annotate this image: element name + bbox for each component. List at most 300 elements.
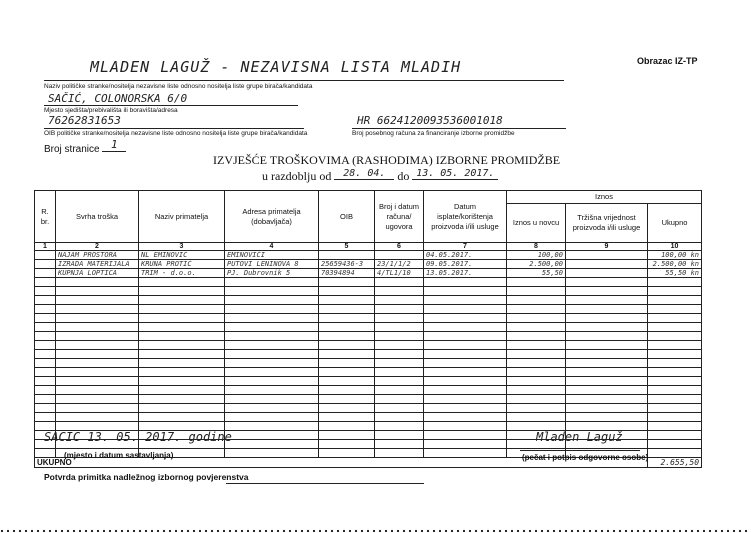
table-cell[interactable]: [507, 314, 566, 323]
scan-dot: [325, 530, 327, 532]
table-cell[interactable]: [648, 449, 702, 458]
signature-value[interactable]: Mladen Laguž: [536, 430, 623, 444]
table-cell[interactable]: [424, 440, 507, 449]
table-cell[interactable]: [56, 368, 139, 377]
table-cell[interactable]: [139, 395, 225, 404]
col-number: 3: [139, 243, 225, 251]
table-cell[interactable]: [648, 377, 702, 386]
table-row: [35, 314, 702, 323]
table-cell[interactable]: [56, 413, 139, 422]
table-cell[interactable]: [35, 287, 56, 296]
table-cell[interactable]: [375, 440, 424, 449]
table-cell[interactable]: [319, 431, 375, 440]
scan-dot: [229, 530, 231, 532]
table-cell[interactable]: [56, 278, 139, 287]
scan-dot: [151, 530, 153, 532]
scan-dot: [427, 530, 429, 532]
account-value[interactable]: HR 6624120093536001018: [357, 114, 503, 127]
table-cell[interactable]: [139, 296, 225, 305]
table-cell[interactable]: [507, 404, 566, 413]
table-cell[interactable]: [225, 287, 319, 296]
report-title: IZVJEŠĆE TROŠKOVIMA (RASHODIMA) IZBORNE PROMIDŽBE: [213, 153, 561, 167]
scan-dot: [679, 530, 681, 532]
table-cell[interactable]: [225, 404, 319, 413]
table-cell[interactable]: [319, 341, 375, 350]
table-cell[interactable]: [35, 341, 56, 350]
table-cell[interactable]: [35, 350, 56, 359]
table-cell[interactable]: [648, 278, 702, 287]
table-cell[interactable]: [35, 377, 56, 386]
table-row: [35, 341, 702, 350]
table-cell[interactable]: [319, 251, 375, 260]
scan-dot: [691, 530, 693, 532]
table-cell[interactable]: [225, 341, 319, 350]
table-cell[interactable]: PUTOVI LENINOVA 8: [225, 260, 319, 269]
table-cell[interactable]: [35, 260, 56, 269]
table-row: [35, 251, 702, 260]
table-cell[interactable]: [648, 296, 702, 305]
table-cell[interactable]: TRIM - d.o.o.: [139, 269, 225, 278]
table-cell[interactable]: [225, 278, 319, 287]
table-cell[interactable]: [375, 395, 424, 404]
table-cell[interactable]: [507, 368, 566, 377]
scan-dot: [7, 530, 9, 532]
table-cell[interactable]: [566, 314, 648, 323]
scan-dot: [631, 530, 633, 532]
table-cell[interactable]: [139, 413, 225, 422]
table-cell[interactable]: [35, 278, 56, 287]
expense-table: [34, 190, 702, 468]
scan-dot: [745, 530, 747, 532]
oib-value[interactable]: 76262831653: [48, 114, 121, 127]
table-row: [35, 395, 702, 404]
table-cell[interactable]: [648, 341, 702, 350]
table-row: [35, 305, 702, 314]
scan-dot: [259, 530, 261, 532]
scan-dot: [589, 530, 591, 532]
table-cell[interactable]: 25659436-3: [319, 260, 375, 269]
scan-dot: [115, 530, 117, 532]
table-cell[interactable]: 2.500,00 kn: [648, 260, 702, 269]
table-cell[interactable]: [648, 359, 702, 368]
table-cell[interactable]: [56, 305, 139, 314]
table-cell[interactable]: [566, 287, 648, 296]
table-cell[interactable]: [35, 314, 56, 323]
table-cell[interactable]: [375, 368, 424, 377]
table-cell[interactable]: [56, 395, 139, 404]
scan-dot: [625, 530, 627, 532]
table-cell[interactable]: [648, 368, 702, 377]
table-cell[interactable]: 70394894: [319, 269, 375, 278]
table-cell[interactable]: [375, 449, 424, 458]
table-cell[interactable]: [35, 305, 56, 314]
table-cell[interactable]: [56, 296, 139, 305]
table-cell[interactable]: [566, 341, 648, 350]
table-cell[interactable]: [319, 440, 375, 449]
table-cell[interactable]: 100,00 kn: [648, 251, 702, 260]
table-cell[interactable]: [648, 413, 702, 422]
table-cell[interactable]: [225, 368, 319, 377]
scan-dot: [493, 530, 495, 532]
table-cell[interactable]: [566, 386, 648, 395]
table-cell[interactable]: [319, 314, 375, 323]
table-cell[interactable]: [225, 296, 319, 305]
table-cell[interactable]: [375, 377, 424, 386]
table-cell[interactable]: [566, 305, 648, 314]
table-cell[interactable]: [35, 413, 56, 422]
table-cell[interactable]: [424, 305, 507, 314]
table-cell[interactable]: [566, 404, 648, 413]
table-cell[interactable]: [225, 314, 319, 323]
table-cell[interactable]: [35, 332, 56, 341]
period-from-label: u razdoblju od: [262, 169, 332, 183]
table-cell[interactable]: 100,00: [507, 251, 566, 260]
table-cell[interactable]: [139, 386, 225, 395]
table-cell[interactable]: [424, 395, 507, 404]
table-cell[interactable]: [56, 287, 139, 296]
table-cell[interactable]: [139, 359, 225, 368]
scan-dot: [715, 530, 717, 532]
table-cell[interactable]: [139, 332, 225, 341]
table-cell[interactable]: [35, 449, 56, 458]
period-to-value[interactable]: 13. 05. 2017.: [412, 168, 498, 180]
table-cell[interactable]: [424, 431, 507, 440]
table-cell[interactable]: 09.05.2017.: [424, 260, 507, 269]
table-cell[interactable]: [507, 341, 566, 350]
table-cell[interactable]: [319, 278, 375, 287]
table-cell[interactable]: 55,50 kn: [648, 269, 702, 278]
table-cell[interactable]: [648, 386, 702, 395]
table-cell[interactable]: [35, 296, 56, 305]
scan-dot: [457, 530, 459, 532]
table-cell[interactable]: [139, 404, 225, 413]
scan-dot: [313, 530, 315, 532]
table-cell[interactable]: [507, 278, 566, 287]
table-cell[interactable]: NAJAM PROSTORA: [56, 251, 139, 260]
table-cell[interactable]: [375, 431, 424, 440]
table-cell[interactable]: [139, 287, 225, 296]
table-cell[interactable]: [424, 404, 507, 413]
table-cell[interactable]: [566, 323, 648, 332]
table-cell[interactable]: [225, 449, 319, 458]
table-cell[interactable]: [319, 287, 375, 296]
table-cell[interactable]: [566, 278, 648, 287]
scan-dot: [553, 530, 555, 532]
table-cell[interactable]: [375, 332, 424, 341]
scan-dot: [661, 530, 663, 532]
scan-dot: [247, 530, 249, 532]
table-cell[interactable]: [225, 386, 319, 395]
table-cell[interactable]: [139, 305, 225, 314]
table-cell[interactable]: [225, 377, 319, 386]
form-code: Obrazac IZ-TP: [637, 56, 698, 66]
table-cell[interactable]: [566, 395, 648, 404]
table-cell[interactable]: [35, 404, 56, 413]
table-cell[interactable]: [424, 296, 507, 305]
party-name-value[interactable]: MLADEN LAGUŽ - NEZAVISNA LISTA MLADIH: [90, 58, 462, 76]
col-header-10: Ukupno: [648, 204, 702, 243]
table-cell[interactable]: [35, 395, 56, 404]
table-cell[interactable]: [507, 359, 566, 368]
table-cell[interactable]: [375, 287, 424, 296]
table-cell[interactable]: [424, 386, 507, 395]
scan-dot: [463, 530, 465, 532]
table-cell[interactable]: [507, 350, 566, 359]
address-label: Mjesto sjedišta/prebivališta ili boravišta/adresa: [44, 107, 178, 114]
table-cell[interactable]: [225, 332, 319, 341]
table-cell[interactable]: [319, 305, 375, 314]
table-cell[interactable]: [56, 314, 139, 323]
table-cell[interactable]: [375, 305, 424, 314]
table-cell[interactable]: [319, 404, 375, 413]
table-cell[interactable]: 4/TL1/10: [375, 269, 424, 278]
table-cell[interactable]: [319, 323, 375, 332]
scan-dot: [199, 530, 201, 532]
table-cell[interactable]: [424, 368, 507, 377]
table-cell[interactable]: [424, 287, 507, 296]
table-cell[interactable]: [225, 323, 319, 332]
table-cell[interactable]: [375, 278, 424, 287]
table-cell[interactable]: [648, 323, 702, 332]
table-cell[interactable]: [648, 314, 702, 323]
scan-dot: [235, 530, 237, 532]
table-cell[interactable]: [319, 395, 375, 404]
table-cell[interactable]: [35, 323, 56, 332]
scan-dot: [241, 530, 243, 532]
scan-dot: [31, 530, 33, 532]
table-row: [35, 260, 702, 269]
scan-dot: [79, 530, 81, 532]
scan-dot: [409, 530, 411, 532]
table-cell[interactable]: [35, 359, 56, 368]
table-cell[interactable]: [139, 323, 225, 332]
table-cell[interactable]: [319, 386, 375, 395]
scan-dot: [271, 530, 273, 532]
table-cell[interactable]: [424, 278, 507, 287]
table-cell[interactable]: [566, 359, 648, 368]
table-cell[interactable]: [56, 377, 139, 386]
table-cell[interactable]: [375, 296, 424, 305]
table-cell[interactable]: [566, 413, 648, 422]
scan-dot: [535, 530, 537, 532]
table-cell[interactable]: [566, 368, 648, 377]
table-cell[interactable]: [35, 368, 56, 377]
scan-dot: [67, 530, 69, 532]
table-cell[interactable]: [424, 359, 507, 368]
table-cell[interactable]: [375, 404, 424, 413]
address-value[interactable]: SAČIĆ, COLONORSKA 6/0: [48, 92, 188, 105]
table-cell[interactable]: [424, 341, 507, 350]
table-cell[interactable]: [56, 323, 139, 332]
table-cell[interactable]: [319, 377, 375, 386]
scan-dot: [253, 530, 255, 532]
scan-dot: [517, 530, 519, 532]
page-count-value[interactable]: 1: [102, 138, 126, 152]
table-cell[interactable]: [424, 413, 507, 422]
table-cell[interactable]: [225, 305, 319, 314]
table-cell[interactable]: [319, 368, 375, 377]
period-to-label: do: [397, 169, 410, 183]
table-cell[interactable]: [56, 341, 139, 350]
scan-dot: [529, 530, 531, 532]
scan-dot: [487, 530, 489, 532]
table-cell[interactable]: [648, 332, 702, 341]
table-cell[interactable]: [375, 413, 424, 422]
col-header-1: R. br.: [35, 191, 56, 243]
scan-dot: [223, 530, 225, 532]
table-cell[interactable]: [225, 350, 319, 359]
table-cell[interactable]: [424, 422, 507, 431]
table-cell[interactable]: NL EMINOVIĆ: [139, 251, 225, 260]
table-cell[interactable]: KUPNJA LOPTICA: [56, 269, 139, 278]
table-row: [35, 377, 702, 386]
address-line: [44, 105, 298, 106]
table-cell[interactable]: [139, 278, 225, 287]
table-cell[interactable]: [139, 341, 225, 350]
received-line: [226, 483, 424, 484]
scan-dot: [721, 530, 723, 532]
table-cell[interactable]: [507, 305, 566, 314]
table-cell[interactable]: [56, 404, 139, 413]
table-cell[interactable]: [319, 296, 375, 305]
col-number: 2: [56, 243, 139, 251]
table-cell[interactable]: [648, 395, 702, 404]
col-number: 7: [424, 243, 507, 251]
table-cell[interactable]: [566, 269, 648, 278]
table-cell[interactable]: EMINOVIĆI: [225, 251, 319, 260]
total-value[interactable]: 2.655,50: [648, 458, 702, 468]
table-cell[interactable]: [225, 395, 319, 404]
scan-dot: [37, 530, 39, 532]
table-cell[interactable]: [319, 413, 375, 422]
table-cell[interactable]: [424, 314, 507, 323]
table-cell[interactable]: 55,50: [507, 269, 566, 278]
scan-dot: [397, 530, 399, 532]
table-cell[interactable]: [56, 386, 139, 395]
table-cell[interactable]: [424, 449, 507, 458]
table-cell[interactable]: 2.500,00: [507, 260, 566, 269]
table-cell[interactable]: [225, 359, 319, 368]
table-cell[interactable]: [424, 350, 507, 359]
table-cell[interactable]: [139, 377, 225, 386]
scan-dot: [91, 530, 93, 532]
table-cell[interactable]: [319, 359, 375, 368]
scan-dot: [139, 530, 141, 532]
table-cell[interactable]: [35, 386, 56, 395]
scan-dot: [433, 530, 435, 532]
table-cell[interactable]: [375, 314, 424, 323]
table-cell[interactable]: [35, 251, 56, 260]
table-cell[interactable]: [375, 359, 424, 368]
scan-dot: [295, 530, 297, 532]
scan-dot: [445, 530, 447, 532]
table-cell[interactable]: [507, 386, 566, 395]
table-cell[interactable]: [319, 350, 375, 359]
table-cell[interactable]: PJ. Dubrovnik 5: [225, 269, 319, 278]
table-cell[interactable]: [375, 422, 424, 431]
scan-dot: [121, 530, 123, 532]
col-header-8: Iznos u novcu: [507, 204, 566, 243]
scan-dot: [157, 530, 159, 532]
table-row: [35, 404, 702, 413]
table-cell[interactable]: [56, 359, 139, 368]
table-cell[interactable]: [566, 332, 648, 341]
table-cell[interactable]: [648, 404, 702, 413]
table-cell[interactable]: [507, 296, 566, 305]
table-cell[interactable]: [566, 350, 648, 359]
table-cell[interactable]: [319, 449, 375, 458]
table-cell[interactable]: IZRADA MATERIJALA: [56, 260, 139, 269]
table-cell[interactable]: 04.05.2017.: [424, 251, 507, 260]
scan-dot: [583, 530, 585, 532]
table-cell[interactable]: [139, 314, 225, 323]
party-name-line: [44, 80, 564, 81]
table-cell[interactable]: [648, 305, 702, 314]
table-cell[interactable]: KRUNA PROTIĆ: [139, 260, 225, 269]
table-cell[interactable]: [507, 332, 566, 341]
table-cell[interactable]: [507, 323, 566, 332]
scan-dot: [559, 530, 561, 532]
table-cell[interactable]: [566, 377, 648, 386]
signature-label: (pečat i potpis odgovorne osobe): [522, 453, 649, 462]
table-cell[interactable]: [319, 332, 375, 341]
table-cell[interactable]: [375, 341, 424, 350]
col-number: 8: [507, 243, 566, 251]
scan-dot: [565, 530, 567, 532]
table-cell[interactable]: [566, 260, 648, 269]
table-cell[interactable]: [648, 350, 702, 359]
table-cell[interactable]: 13.05.2017.: [424, 269, 507, 278]
table-cell[interactable]: [566, 296, 648, 305]
col-number: 9: [566, 243, 648, 251]
table-cell[interactable]: [507, 287, 566, 296]
scan-dot: [355, 530, 357, 532]
table-cell[interactable]: [566, 251, 648, 260]
scan-dot: [541, 530, 543, 532]
account-label: Broj posebnog računa za financiranje izborne promidžbe: [352, 130, 515, 137]
table-cell[interactable]: [424, 377, 507, 386]
table-cell[interactable]: [375, 251, 424, 260]
place-date-line: [44, 448, 244, 449]
table-cell[interactable]: [56, 332, 139, 341]
scan-dot: [97, 530, 99, 532]
period-from-value[interactable]: 28. 04.: [334, 168, 394, 180]
table-cell[interactable]: [139, 368, 225, 377]
table-cell[interactable]: [375, 350, 424, 359]
table-cell[interactable]: [139, 350, 225, 359]
table-cell[interactable]: [507, 377, 566, 386]
table-cell[interactable]: [648, 287, 702, 296]
table-cell[interactable]: [56, 350, 139, 359]
table-cell[interactable]: [507, 413, 566, 422]
scan-dot: [367, 530, 369, 532]
table-cell[interactable]: [225, 413, 319, 422]
account-line: [352, 128, 566, 129]
table-cell[interactable]: [35, 269, 56, 278]
table-cell[interactable]: [424, 332, 507, 341]
table-cell[interactable]: [319, 422, 375, 431]
table-cell[interactable]: [375, 323, 424, 332]
table-cell[interactable]: 23/1/1/2: [375, 260, 424, 269]
scan-dot: [655, 530, 657, 532]
table-cell[interactable]: [375, 386, 424, 395]
table-cell[interactable]: [507, 395, 566, 404]
table-cell[interactable]: [424, 323, 507, 332]
place-date-value[interactable]: SAČIĆ 13. 05. 2017. godine: [44, 430, 232, 444]
col-number: 5: [319, 243, 375, 251]
col-header-7: Datum isplate/korištenja proizvoda i/ili usluge: [424, 191, 507, 243]
scan-dot: [163, 530, 165, 532]
